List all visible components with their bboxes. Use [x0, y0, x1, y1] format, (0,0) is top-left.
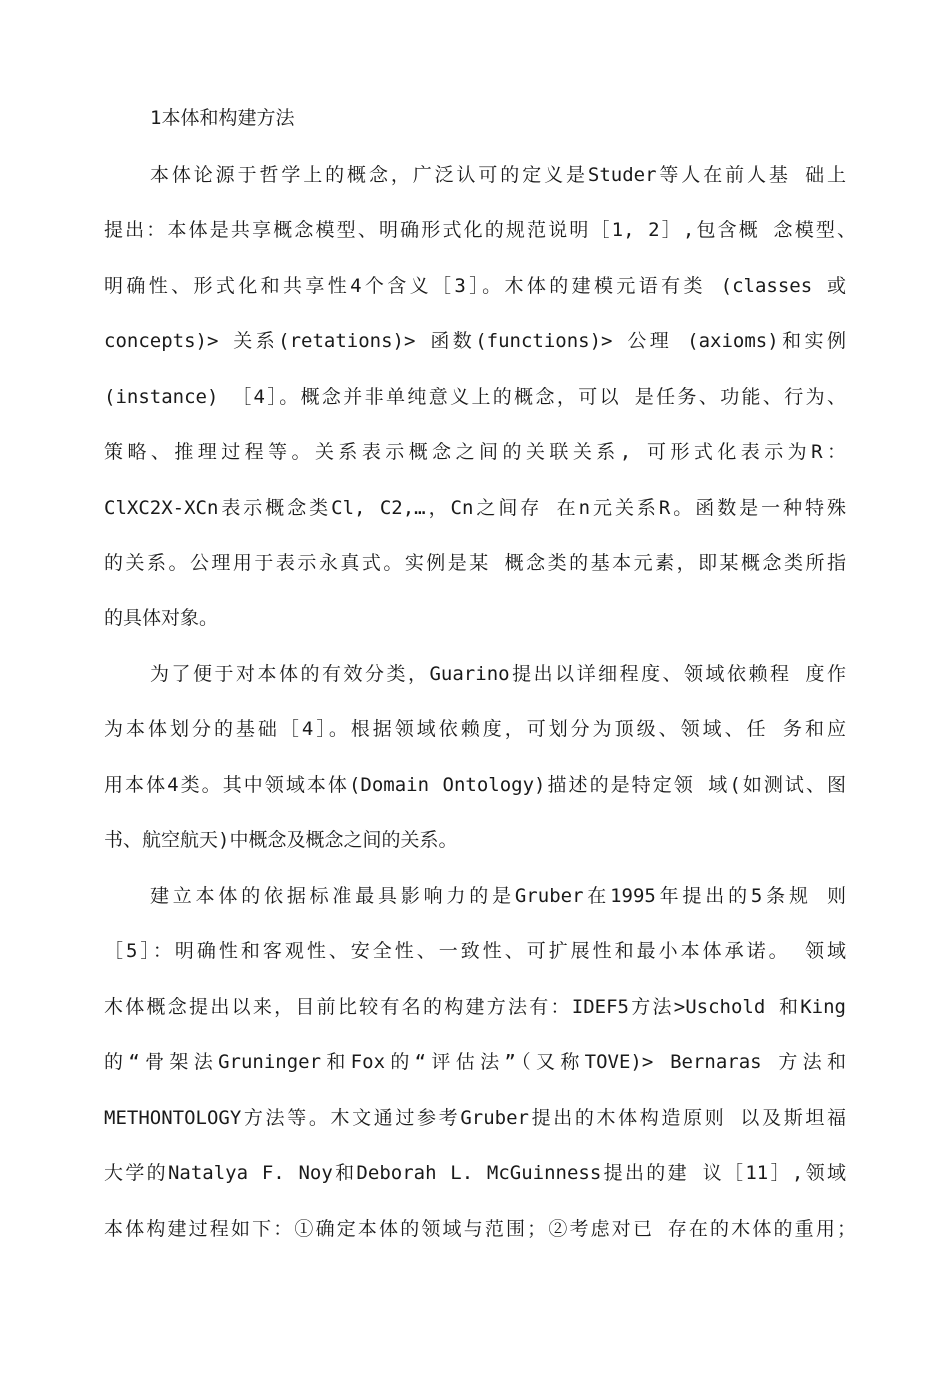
paragraph-1-line-6: 策略、推理过程等。关系表示概念之间的关联关系, 可形式化表示为R： [104, 441, 846, 463]
paragraph-1-line-8: 的关系。公理用于表示永真式。实例是某 概念类的基本元素，即某概念类所指 [104, 552, 846, 574]
paragraph-3-line-5: METHONTOLOGY方法等。木文通过参考Gruber提出的木体构造原则 以及斯坦福 [104, 1107, 846, 1129]
paragraph-3-line-2: ［5］：明确性和客观性、安全性、一致性、可扩展性和最小本体承诺。 领域 [104, 940, 846, 962]
paragraph-3-line-3: 木体概念提出以来，目前比较有名的构建方法有：IDEF5方法>Uschold 和King [104, 996, 846, 1018]
paragraph-1-line-1: 本体论源于哲学上的概念，广泛认可的定义是Studer等人在前人基 础上 [150, 164, 846, 186]
section-heading: 1本体和构建方法 [150, 107, 295, 129]
paragraph-2-line-4: 书、航空航天)中概念及概念之间的关系。 [104, 829, 458, 851]
paragraph-3-line-6: 大学的Natalya F. Noy和Deborah L. McGuinness提出的建 议［11］,领域 [104, 1162, 846, 1184]
paragraph-1-line-4: concepts)> 关系(retations)> 函数(functions)> 公理 (axioms)和实例 [104, 330, 846, 352]
paragraph-2-line-2: 为本体划分的基础［4］。根据领域依赖度，可划分为顶级、领域、任 务和应 [104, 718, 846, 740]
paragraph-2-line-1: 为了便于对本体的有效分类，Guarino提出以详细程度、领域依赖程 度作 [150, 663, 846, 685]
paragraph-1-line-3: 明确性、形式化和共享性4个含义［3］。木体的建模元语有类 (classes 或 [104, 275, 846, 297]
paragraph-3-line-7: 本体构建过程如下：①确定本体的领域与范围；②考虑对已 存在的木体的重用； [104, 1218, 856, 1240]
paragraph-1-line-7: ClXC2X-XCn表示概念类Cl, C2,…，Cn之间存 在n元关系R。函数是一种特殊 [104, 497, 846, 519]
paragraph-1-line-2: 提出：本体是共享概念模型、明确形式化的规范说明［1, 2］,包含概 念模型、 [104, 219, 856, 241]
paragraph-1-line-9: 的具体对象。 [104, 607, 219, 629]
paragraph-3-line-1: 建立本体的依据标准最具影响力的是Gruber在1995年提出的5条规 则 [150, 885, 846, 907]
paragraph-1-line-5: (instance) ［4］。概念并非单纯意义上的概念，可以 是任务、功能、行为、 [104, 386, 846, 408]
paragraph-3-line-4: 的“骨架法Gruninger和Fox的“评估法”（又称TOVE)> Bernaras 方法和 [104, 1051, 846, 1073]
paragraph-2-line-3: 用本体4类。其中领域本体(Domain Ontology)描述的是特定领 域(如测试、图 [104, 774, 846, 796]
